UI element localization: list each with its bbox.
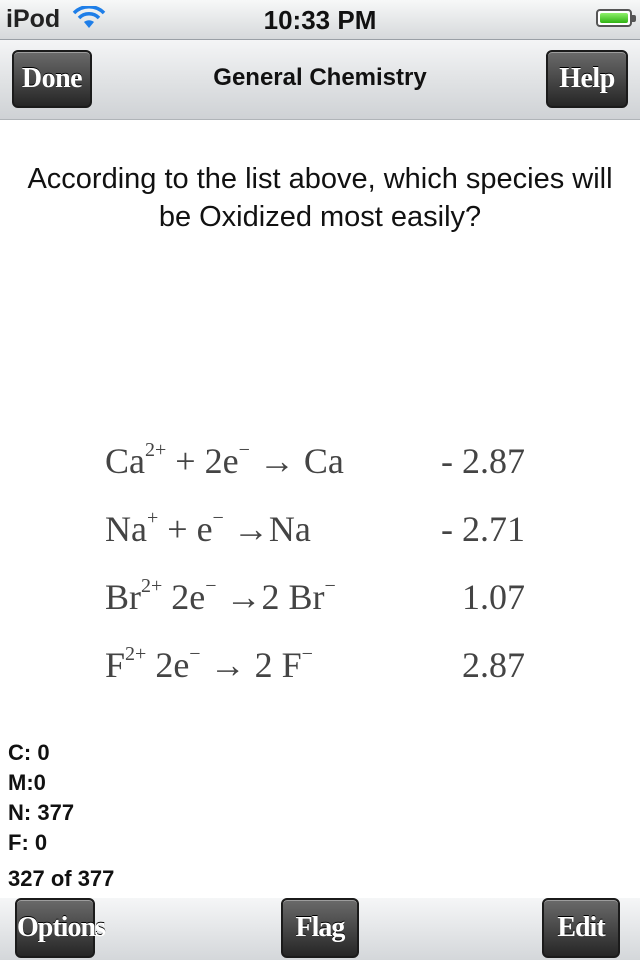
reaction-row <box>105 508 545 576</box>
flag-button[interactable]: Flag <box>281 898 359 958</box>
help-button[interactable]: Help <box>546 50 628 108</box>
reaction-equation: Na+ + e− →Na <box>105 507 311 549</box>
reaction-potential: 1.07 <box>462 577 525 617</box>
card-progress: 327 of 377 <box>8 866 115 891</box>
status-time: 10:33 PM <box>263 5 377 35</box>
bottom-toolbar <box>0 898 640 960</box>
battery-icon <box>596 9 632 27</box>
done-button[interactable]: Done <box>12 50 92 108</box>
page-title: General Chemistry <box>213 64 427 91</box>
reaction-table <box>105 440 545 712</box>
score-stats <box>8 738 74 858</box>
stat-new: N: 377 <box>8 800 75 825</box>
options-button[interactable]: Options <box>15 898 95 958</box>
reaction-row <box>105 576 545 644</box>
reaction-potential: - 2.71 <box>441 509 525 549</box>
carrier-name: iPod <box>6 5 61 33</box>
stat-missed: M:0 <box>8 770 46 795</box>
reaction-equation: $Ca^{2+} + 2e^- \to Ca$ <box>105 439 344 481</box>
navigation-bar <box>0 40 640 120</box>
reaction-potential: - 2.87 <box>441 441 525 481</box>
reaction-row <box>105 440 545 508</box>
question-text: According to the list above, which species will be Oxidized most easily? <box>27 163 613 233</box>
reaction-equation: $F^{2+}$ 2e− → 2 F− <box>105 643 313 685</box>
reaction-row <box>105 644 545 712</box>
reaction-potential: 2.87 <box>462 645 525 685</box>
edit-button[interactable]: Edit <box>542 898 620 958</box>
stat-correct: C: 0 <box>8 740 50 765</box>
stat-flagged: F: 0 <box>8 830 48 855</box>
status-bar <box>0 0 640 40</box>
reaction-equation: $Br^{2+}$ 2e− →2 Br− <box>105 575 336 617</box>
